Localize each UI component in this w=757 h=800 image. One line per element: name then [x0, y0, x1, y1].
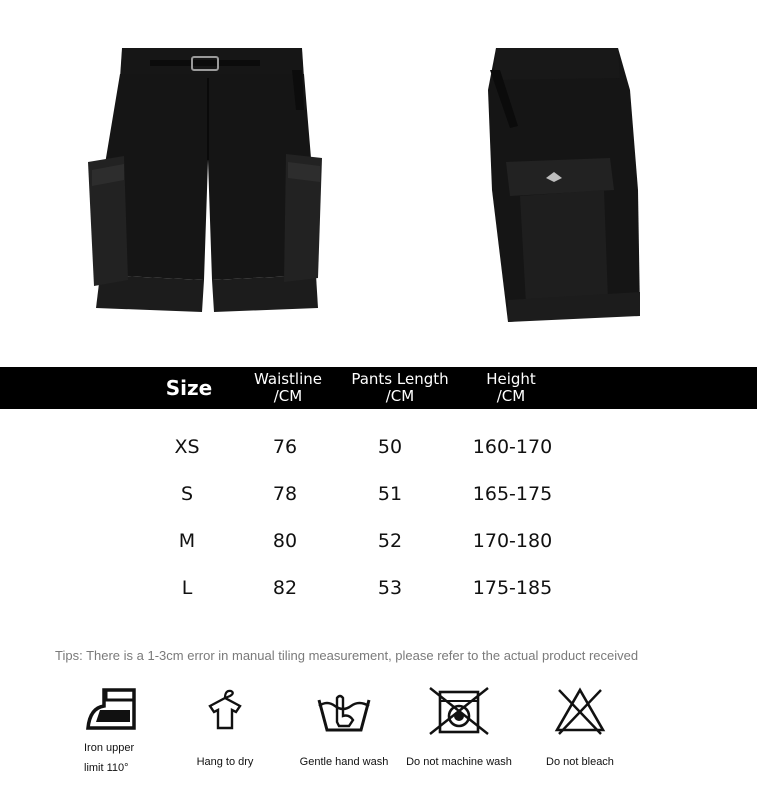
care-item-no-bleach — [535, 686, 625, 772]
waistline-cell: 76 — [272, 436, 298, 458]
hang-dry-icon — [200, 686, 250, 734]
size-cell: L — [181, 577, 193, 599]
pants-length-cell: 51 — [377, 483, 403, 505]
header-height — [468, 371, 554, 405]
care-item-hand-wash — [292, 686, 396, 772]
header-waistline-label: Waistline — [254, 370, 322, 388]
height-cell: 160-170 — [472, 436, 553, 458]
table-row — [0, 577, 757, 607]
table-row — [0, 530, 757, 560]
hand-wash-icon — [313, 686, 375, 734]
header-pants-length-unit: /CM — [385, 387, 415, 405]
table-row — [0, 436, 757, 466]
size-cell: XS — [174, 436, 200, 458]
waistline-cell: 82 — [272, 577, 298, 599]
header-height-label: Height — [486, 370, 536, 388]
care-item-hang-dry — [185, 686, 265, 772]
height-cell: 170-180 — [472, 530, 553, 552]
care-label-hang-dry: Hang to dry — [196, 756, 254, 768]
size-table-header — [0, 367, 757, 409]
header-pants-length-label: Pants Length — [351, 370, 449, 388]
care-label-hand-wash: Gentle hand wash — [299, 756, 389, 768]
waistline-cell: 80 — [272, 530, 298, 552]
care-item-iron — [78, 686, 146, 778]
care-label-iron-1: Iron upper — [84, 742, 135, 754]
iron-icon — [82, 686, 142, 734]
measurement-tips: Tips: There is a 1-3cm error in manual tiling measurement, please refer to the actual product received — [55, 648, 639, 663]
table-row — [0, 483, 757, 513]
care-label-no-bleach: Do not bleach — [546, 756, 614, 768]
height-cell: 175-185 — [472, 577, 553, 599]
pants-length-cell: 53 — [377, 577, 403, 599]
size-cell: S — [180, 483, 194, 505]
header-waistline — [245, 371, 331, 405]
care-label-iron-2: limit 110° — [84, 762, 129, 774]
header-height-unit: /CM — [496, 387, 526, 405]
care-label-no-machine-wash: Do not machine wash — [406, 756, 512, 768]
header-waistline-unit: /CM — [273, 387, 303, 405]
care-item-no-machine-wash — [396, 686, 522, 772]
header-pants-length — [345, 371, 455, 405]
pants-length-cell: 52 — [377, 530, 403, 552]
waistline-cell: 78 — [272, 483, 298, 505]
no-bleach-icon — [553, 686, 607, 736]
header-size: Size — [165, 376, 213, 400]
height-cell: 165-175 — [472, 483, 553, 505]
size-cell: M — [178, 530, 196, 552]
front-view-photo — [80, 30, 340, 335]
pants-length-cell: 50 — [377, 436, 403, 458]
no-machine-wash-icon — [428, 686, 490, 736]
side-view-photo — [468, 30, 658, 335]
